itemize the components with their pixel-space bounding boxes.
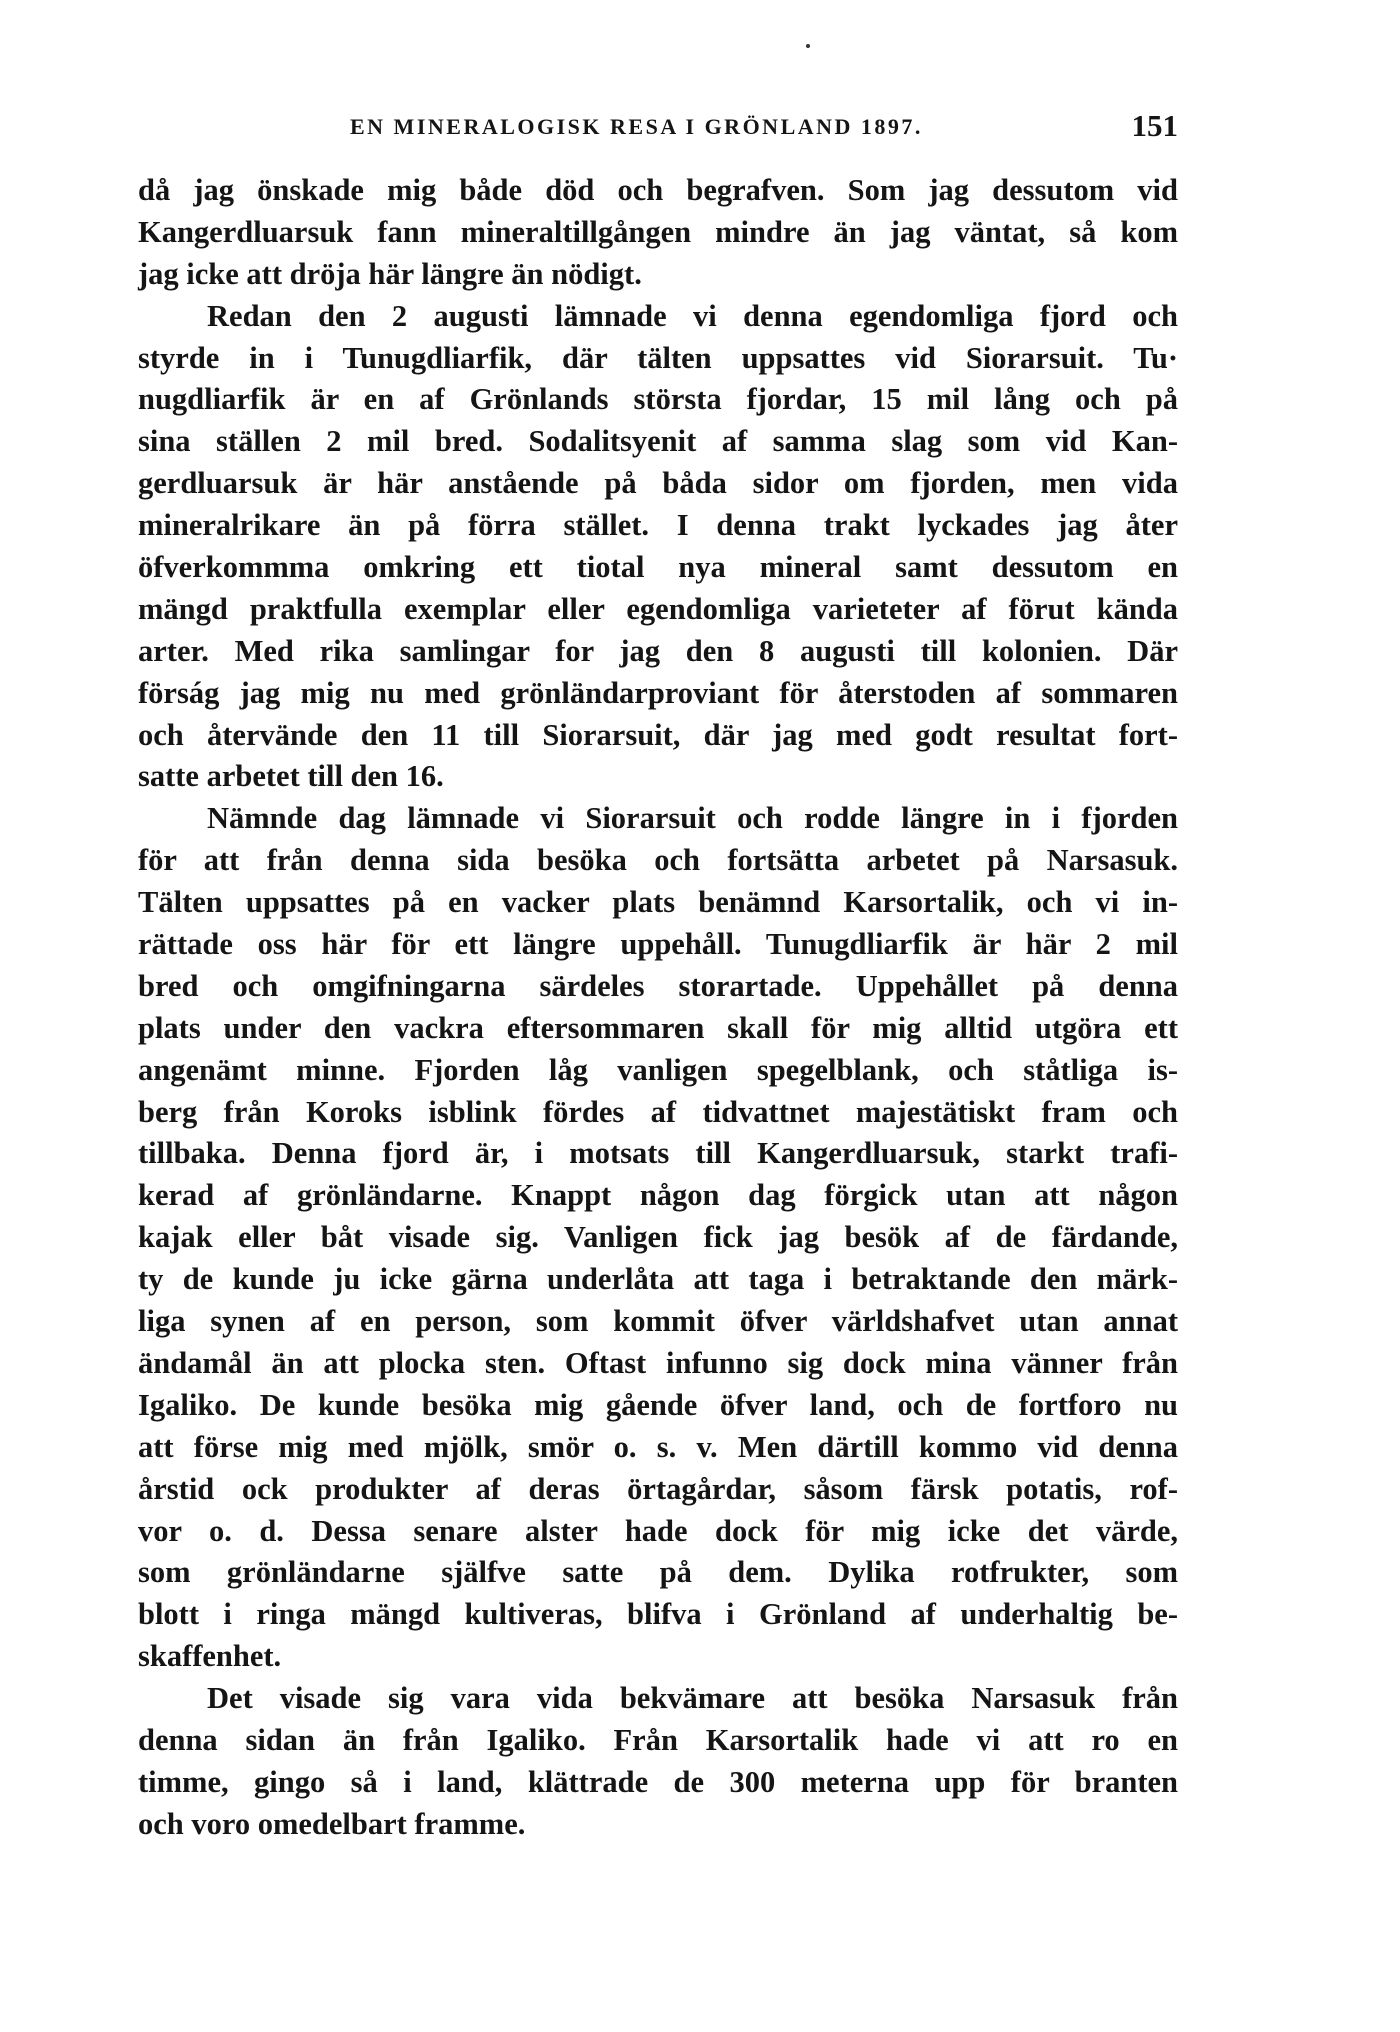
text-line: och voro omedelbart framme.	[138, 1806, 526, 1841]
text-line: styrde in i Tunugdliarfik, där tälten uppsattes vid Siorarsuit. Tu·	[138, 340, 1178, 375]
text-line: denna sidan än från Igaliko. Från Karsortalik hade vi att ro en	[138, 1722, 1178, 1757]
text-line: Kangerdluarsuk fann mineraltillgången mindre än jag väntat, så kom	[138, 214, 1178, 249]
text-line: jag icke att dröja här längre än nödigt.	[138, 256, 642, 291]
text-line: liga synen af en person, som kommit öfver världshafvet utan annat	[138, 1304, 1178, 1339]
print-speck	[806, 44, 810, 48]
text-line: för att från denna sida besöka och fortsätta arbetet på Narsasuk.	[138, 843, 1178, 878]
text-line: mineralrikare än på förra stället. I denna trakt lyckades jag åter	[138, 508, 1178, 543]
text-line: timme, gingo så i land, klättrade de 300 meterna upp för branten	[138, 1764, 1178, 1799]
paragraph-first-line: Det visade sig vara vida bekvämare att besöka Narsasuk från	[207, 1681, 1178, 1716]
paragraph-first-line: Nämnde dag lämnade vi Siorarsuit och rodde längre in i fjorden	[207, 801, 1178, 836]
text-line: bred och omgifningarna särdeles storartade. Uppehållet på denna	[138, 968, 1178, 1003]
paragraph-first-line: Redan den 2 augusti lämnade vi denna egendomliga fjord och	[207, 298, 1178, 333]
text-line: årstid ock produkter af deras örtagårdar, såsom färsk potatis, rof-	[138, 1471, 1178, 1506]
body-text	[138, 170, 1178, 1846]
text-line: skaffenhet.	[138, 1639, 282, 1674]
page-header	[138, 106, 1178, 150]
text-line: ty de kunde ju icke gärna underlåta att taga i betraktande den märk-	[138, 1262, 1178, 1297]
text-line: arter. Med rika samlingar for jag den 8 augusti till kolonien. Där	[138, 633, 1178, 668]
text-line: förság jag mig nu med grönländarproviant för återstoden af sommaren	[138, 675, 1178, 710]
text-line: att förse mig med mjölk, smör o. s. v. Men därtill kommo vid denna	[138, 1429, 1178, 1464]
running-title: EN MINERALOGISK RESA I GRÖNLAND 1897.	[350, 114, 923, 139]
text-line: mängd praktfulla exemplar eller egendomliga varieteter af förut kända	[138, 591, 1178, 626]
text-line: kerad af grönländarne. Knappt någon dag förgick utan att någon	[138, 1178, 1178, 1213]
text-line: och återvände den 11 till Siorarsuit, där jag med godt resultat fort-	[138, 717, 1178, 752]
text-line: vor o. d. Dessa senare alster hade dock för mig icke det värde,	[138, 1513, 1178, 1548]
text-line: som grönländarne själfve satte på dem. Dylika rotfrukter, som	[138, 1555, 1178, 1590]
text-line: berg från Koroks isblink fördes af tidvattnet majestätiskt fram och	[138, 1094, 1178, 1129]
text-line: blott i ringa mängd kultiveras, blifva i Grönland af underhaltig be-	[138, 1597, 1178, 1632]
text-line: kajak eller båt visade sig. Vanligen fick jag besök af de färdande,	[138, 1220, 1178, 1255]
text-line: Igaliko. De kunde besöka mig gående öfver land, och de fortforo nu	[138, 1387, 1178, 1422]
text-line: tillbaka. Denna fjord är, i motsats till Kangerdluarsuk, starkt trafi-	[138, 1136, 1178, 1171]
text-line: gerdluarsuk är här anstående på båda sidor om fjorden, men vida	[138, 466, 1178, 501]
text-line: nugdliarfik är en af Grönlands största fjordar, 15 mil lång och på	[138, 382, 1178, 417]
text-line: angenämt minne. Fjorden låg vanligen spegelblank, och ståtliga is-	[138, 1052, 1178, 1087]
text-line: sina ställen 2 mil bred. Sodalitsyenit af samma slag som vid Kan-	[138, 424, 1178, 459]
text-line: ändamål än att plocka sten. Oftast infunno sig dock mina vänner från	[138, 1345, 1178, 1380]
text-line: satte arbetet till den 16.	[138, 759, 444, 794]
text-line: rättade oss här för ett längre uppehåll. Tunugdliarfik är här 2 mil	[138, 927, 1178, 962]
text-line: plats under den vackra eftersommaren skall för mig alltid utgöra ett	[138, 1010, 1178, 1045]
text-line: då jag önskade mig både död och begrafven. Som jag dessutom vid	[138, 173, 1178, 207]
text-line: öfverkommma omkring ett tiotal nya mineral samt dessutom en	[138, 550, 1178, 585]
text-line: Tälten uppsattes på en vacker plats benämnd Karsortalik, och vi in-	[138, 885, 1178, 920]
page-number: 151	[1131, 108, 1178, 143]
